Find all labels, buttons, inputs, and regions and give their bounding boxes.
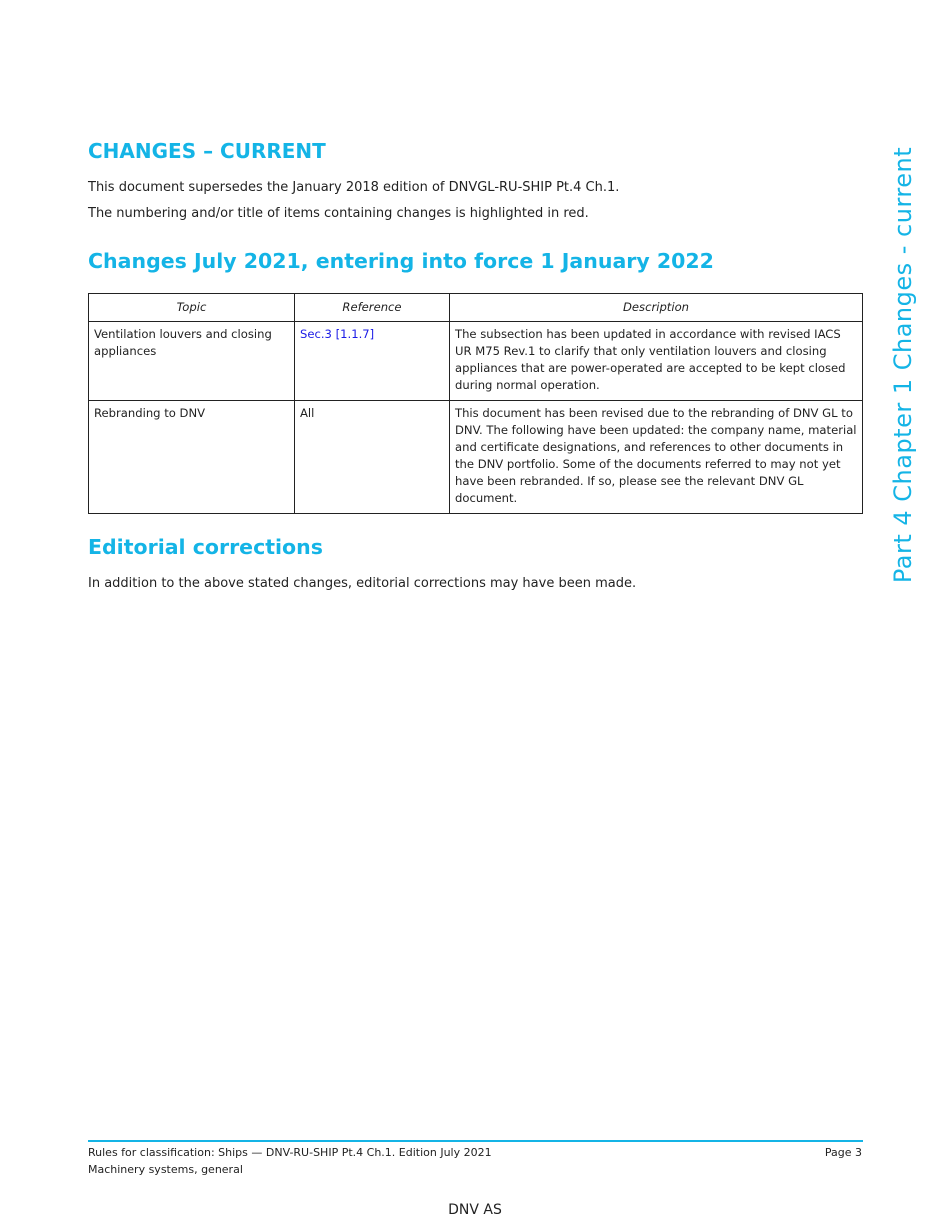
footer-divider	[88, 1140, 863, 1142]
table-header-row	[89, 294, 863, 322]
header-topic: Topic	[89, 294, 295, 322]
header-description: Description	[450, 294, 863, 322]
editorial-heading: Editorial corrections	[88, 535, 323, 559]
reference-link[interactable]: Sec.3 [1.1.7]	[300, 327, 375, 341]
page-number: Page 3	[824, 1146, 862, 1159]
changes-table	[88, 293, 863, 514]
table-row	[89, 322, 863, 401]
page-title: CHANGES – CURRENT	[88, 139, 326, 163]
side-chapter-label: Part 4 Chapter 1 Changes - current	[889, 146, 917, 584]
description-cell: The subsection has been updated in accordance with revised IACS UR M75 Rev.1 to clarify that only ventilation louvers and closing appliances that are power-operated are accepted to be kept closed during normal operation.	[450, 322, 863, 401]
reference-cell: All	[295, 401, 450, 514]
intro-text-2: The numbering and/or title of items containing changes is highlighted in red.	[88, 206, 589, 221]
topic-cell: Ventilation louvers and closing appliances	[89, 322, 295, 401]
topic-cell: Rebranding to DNV	[89, 401, 295, 514]
editorial-text: In addition to the above stated changes, editorial corrections may have been made.	[88, 576, 637, 591]
company-name: DNV AS	[448, 1202, 502, 1218]
footer-subtitle: Machinery systems, general	[88, 1163, 243, 1176]
footer-document-info: Rules for classification: Ships — DNV-RU-SHIP Pt.4 Ch.1. Edition July 2021	[88, 1146, 492, 1159]
description-cell: This document has been revised due to the rebranding of DNV GL to DNV. The following have been updated: the company name, material and certificate designations, and references to other documents in the DNV portfolio. Some of the documents referred to may not yet have been rebranded. If so, please see the relevant DNV GL document.	[450, 401, 863, 514]
changes-heading: Changes July 2021, entering into force 1 January 2022	[88, 249, 714, 273]
intro-text-1: This document supersedes the January 2018 edition of DNVGL-RU-SHIP Pt.4 Ch.1.	[88, 180, 620, 195]
header-reference: Reference	[295, 294, 450, 322]
table-row	[89, 401, 863, 514]
reference-cell	[295, 322, 450, 401]
